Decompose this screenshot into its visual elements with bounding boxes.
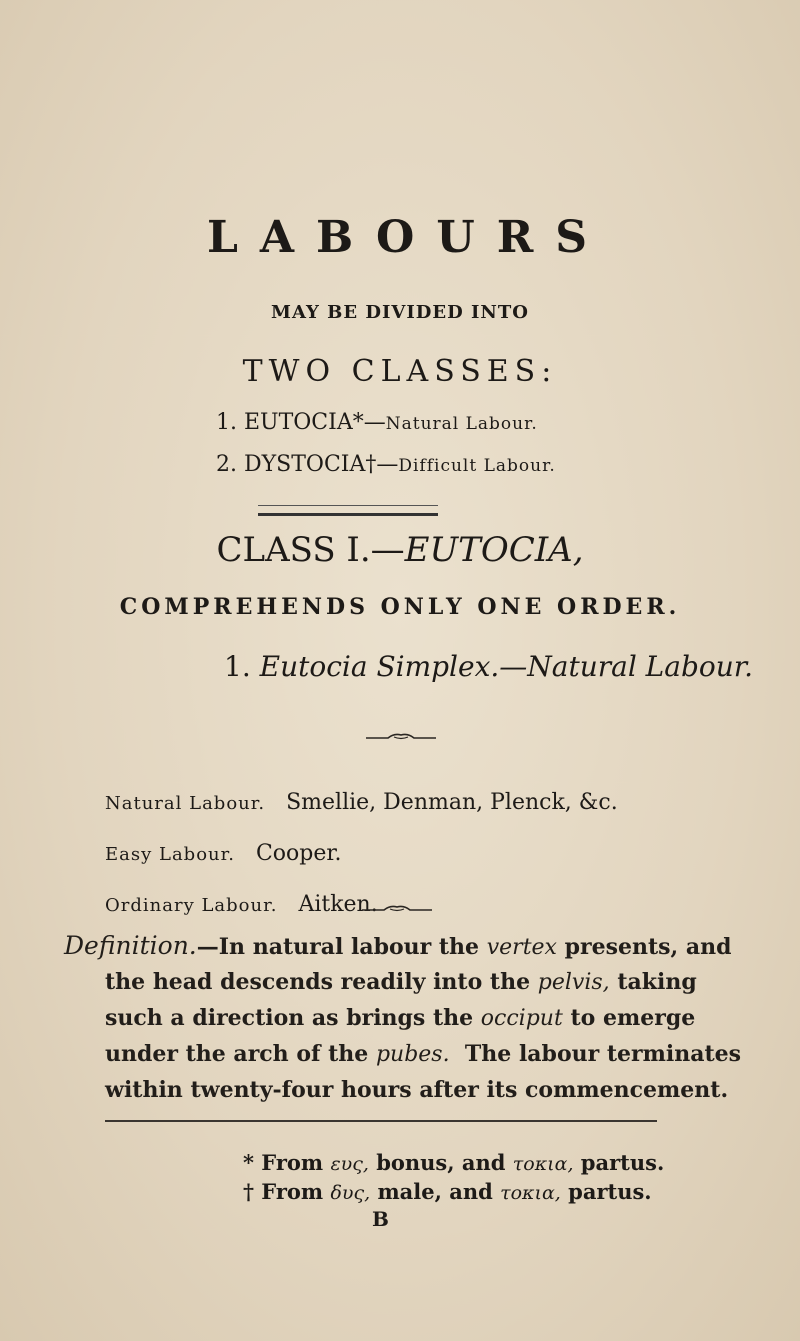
species-label: —Natural Labour. [499,650,753,683]
class-name: EUTOCIA* [244,410,364,435]
ornament-divider [362,904,432,914]
definition-text: —In natural labour the [196,934,480,960]
definition-line-3 [105,1001,695,1036]
definition-text: taking [617,969,697,995]
definition-line-1 [64,929,732,965]
species-name: Eutocia Simplex. [259,650,500,683]
subtitle: MAY BE DIVIDED INTO [271,302,529,323]
footnote-text: From [261,1179,324,1204]
synonym-row [105,790,618,815]
definition-text: the head descends readily into the [105,969,531,995]
footnote-1 [243,1150,664,1175]
species-heading [224,650,753,683]
class-prefix: CLASS I.— [216,530,405,570]
class-heading [0,530,800,570]
classes-title: TWO CLASSES: [242,354,558,389]
definition-emphasis: occiput [480,1006,563,1031]
class-number: 2. [216,452,237,477]
class-label: Natural Labour. [385,414,538,434]
synonym-row [105,892,378,917]
footnote-text: bonus, and [376,1150,506,1175]
class-label: Difficult Labour. [398,456,556,476]
class-dash: — [376,452,399,477]
footnote-text: partus. [568,1179,652,1204]
synonym-term: Natural Labour. [105,793,266,814]
class-list-item-2 [216,452,556,477]
class-heading-name: EUTOCIA, [404,530,584,570]
definition-line-2 [105,965,697,1000]
footnote-greek: τοκια, [500,1182,561,1204]
definition-line-4 [105,1037,741,1072]
footnote-mark: † [243,1179,254,1204]
signature-mark: B [372,1207,389,1231]
synonym-authors: Cooper. [255,841,342,866]
definition-text: to emerge [570,1005,696,1031]
footnote-2 [243,1179,652,1204]
definition-text: presents, and [564,934,732,960]
synonym-term: Easy Labour. [105,844,235,865]
species-number: 1. [224,650,251,683]
footnote-rule [105,1120,657,1122]
class-list-item-1 [216,410,538,435]
page-title: LABOURS [206,212,610,263]
definition-text: such a direction as brings the [105,1005,474,1031]
synonym-row [105,841,342,866]
definition-emphasis: vertex [486,935,557,960]
synonym-authors: Smellie, Denman, Plenck, &c. [286,790,618,815]
definition-emphasis: pubes. [375,1042,450,1067]
class-name: DYSTOCIA† [244,452,377,477]
footnote-greek: δυς, [330,1182,371,1204]
ornament-divider [366,732,436,742]
class-dash: — [363,410,386,435]
synonym-term: Ordinary Labour. [105,895,278,916]
footnote-text: partus. [580,1150,665,1175]
footnote-greek: ευς, [330,1153,369,1175]
definition-text: The labour terminates [464,1041,742,1067]
footnote-text: male, and [377,1179,493,1204]
definition-lead: Definition. [64,931,197,960]
definition-text: under the arch of the [105,1041,369,1067]
definition-line-5: within twenty-four hours after its commencement. [105,1077,729,1103]
footnote-greek: τοκια, [512,1153,574,1175]
synonym-authors: Aitken. [298,892,378,917]
order-line: COMPREHENDS ONLY ONE ORDER. [119,594,681,620]
footnote-text: From [261,1150,324,1175]
definition-emphasis: pelvis, [537,970,610,995]
footnote-mark: * [243,1150,254,1175]
double-rule-divider [258,505,438,516]
class-number: 1. [216,410,237,435]
